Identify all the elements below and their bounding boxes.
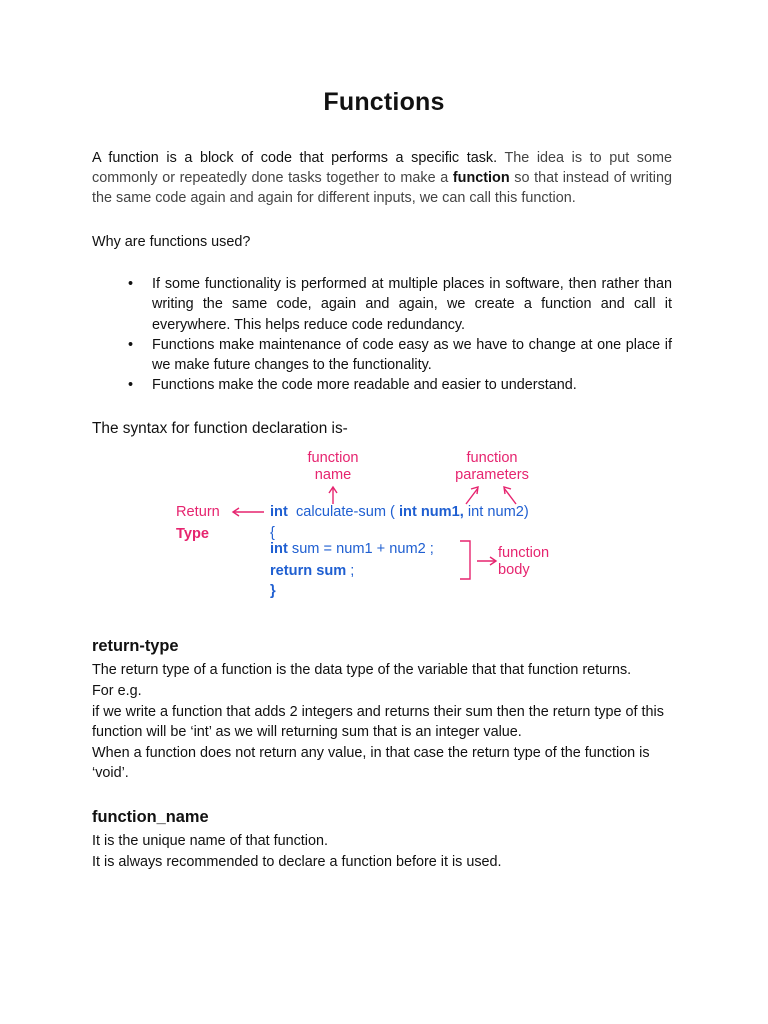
page-title: Functions — [323, 88, 445, 116]
why-heading: Why are functions used? — [92, 234, 251, 250]
code-function-name: calculate-sum — [295, 504, 386, 520]
reasons-list — [92, 274, 672, 396]
bullet-icon: • — [128, 377, 134, 394]
arrow-param-2 — [504, 488, 516, 504]
return-type-line-4: When a function does not return any value, in that case the return type of the function is ‘void’. — [92, 745, 650, 781]
intro-part1: A function is a block of code that performs a specific task. — [92, 150, 505, 166]
function-name-line-2: It is always recommended to declare a function before it is used. — [92, 854, 502, 870]
code-line-sum — [270, 540, 434, 558]
bullet-icon: • — [128, 276, 134, 292]
code-return-kw: int — [270, 504, 288, 520]
list-item — [92, 274, 672, 335]
bullet-text: Functions make the code more readable and easier to understand. — [152, 377, 577, 394]
label-return-type-1: Return — [176, 504, 220, 520]
function-syntax-diagram — [170, 446, 590, 606]
bullet-text: If some functionality is performed at multiple places in software, then rather than writing the same code, again and again, we create a function and call it everywhere. This helps reduce code redundancy. — [152, 276, 672, 333]
list-item — [92, 335, 672, 376]
intro-part2: The idea is to put some commonly or repeatedly done tasks together to make a — [92, 150, 672, 186]
code-param-1: int num1, — [398, 504, 464, 520]
return-type-line-2: For e.g. — [92, 683, 142, 699]
code-int-kw: int — [270, 541, 288, 557]
code-line-return — [270, 562, 354, 580]
syntax-intro: The syntax for function declaration is- — [92, 420, 348, 437]
label-function-name: function name — [307, 450, 359, 483]
body-bracket — [460, 541, 470, 579]
label-function-body: function body — [498, 545, 550, 578]
code-semicolon: ; — [346, 563, 355, 579]
arrow-param-1 — [466, 488, 478, 504]
list-item — [92, 375, 672, 395]
code-line-signature — [270, 503, 529, 521]
code-line-close-brace: } — [270, 583, 276, 599]
bullet-icon: • — [128, 336, 134, 353]
bullet-text: Functions make maintenance of code easy as we have to change at one place if we make future changes to the functionality. — [152, 336, 672, 374]
intro-paragraph — [92, 148, 672, 208]
label-return-type-2: Type — [176, 526, 209, 542]
code-line-open-brace: { — [270, 525, 275, 541]
code-return-stmt: return sum — [270, 563, 347, 579]
function-name-heading: function_name — [92, 808, 209, 826]
return-type-heading: return-type — [92, 637, 179, 655]
intro-bold-word: function — [452, 170, 510, 186]
code-sum-expr: sum = num1 + num2 ; — [287, 541, 434, 557]
function-name-line-1: It is the unique name of that function. — [92, 833, 328, 849]
code-param-2: int num2) — [463, 504, 529, 520]
intro-part3: so that instead of writing the same code again and again for different inputs, we can call this function. — [92, 170, 672, 206]
label-function-parameters: function parameters — [455, 450, 529, 483]
return-type-line-1: The return type of a function is the data type of the variable that that function returns. — [92, 662, 632, 678]
code-open-paren: ( — [385, 504, 399, 520]
return-type-line-3: if we write a function that adds 2 integers and returns their sum then the return type of this function will be ‘int’ as we will returning sum that is an integer value. — [92, 704, 664, 740]
